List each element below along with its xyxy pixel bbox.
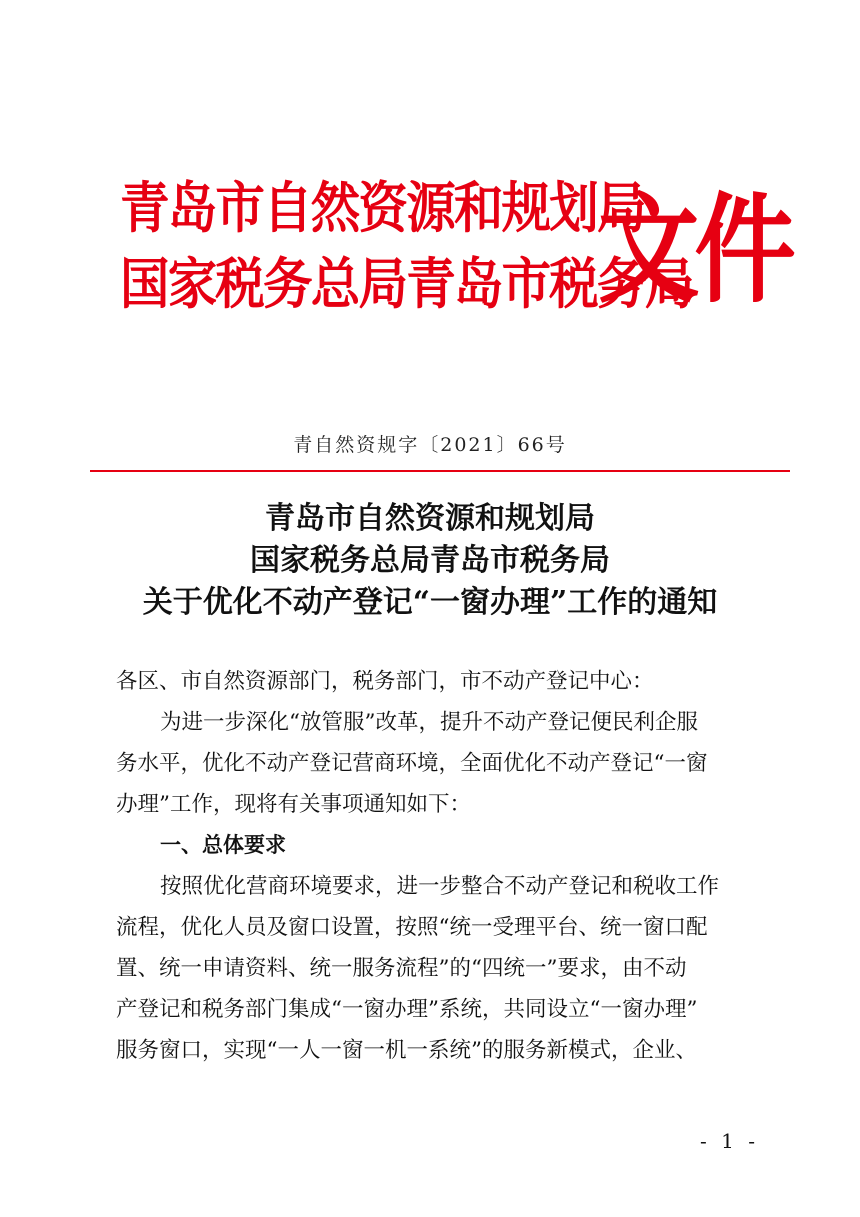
document-number: 青自然资规字〔2021〕66号 [293, 434, 567, 456]
document-body [116, 661, 756, 1071]
section-line-1: 按照优化营商环境要求，进一步整合不动产登记和税收工作 [160, 874, 720, 899]
document-title-line-2: 国家税务总局青岛市税务局 [250, 543, 610, 578]
section-line-2: 流程，优化人员及窗口设置，按照“统一受理平台、统一窗口配 [116, 915, 708, 940]
section-line-3: 置、统一申请资料、统一服务流程”的“四统一”要求，由不动 [116, 956, 687, 981]
letterhead-org-line-1: 青岛市自然资源和规划局 [120, 176, 645, 240]
letterhead [120, 172, 791, 352]
intro-line-1: 为进一步深化“放管服”改革，提升不动产登记便民利企服 [160, 710, 698, 735]
section-heading: 一、总体要求 [160, 833, 286, 857]
intro-line-2: 务水平，优化不动产登记营商环境，全面优化不动产登记“一窗 [116, 751, 708, 776]
document-title-line-1: 青岛市自然资源和规划局 [265, 501, 595, 536]
document-title-line-3: 关于优化不动产登记“一窗办理”工作的通知 [142, 585, 718, 620]
red-divider-line [90, 470, 790, 472]
intro-line-3: 办理”工作，现将有关事项通知如下： [116, 792, 471, 817]
letterhead-doc-type: 文件 [598, 180, 791, 319]
salutation: 各区、市自然资源部门，税务部门，市不动产登记中心： [116, 669, 654, 694]
section-line-4: 产登记和税务部门集成“一窗办理”系统，共同设立“一窗办理” [116, 997, 698, 1022]
letterhead-org-line-2: 国家税务总局青岛市税务局 [120, 252, 693, 316]
page-number: - 1 - [700, 1129, 759, 1153]
section-line-5: 服务窗口，实现“一人一窗一机一系统”的服务新模式，企业、 [116, 1038, 697, 1063]
